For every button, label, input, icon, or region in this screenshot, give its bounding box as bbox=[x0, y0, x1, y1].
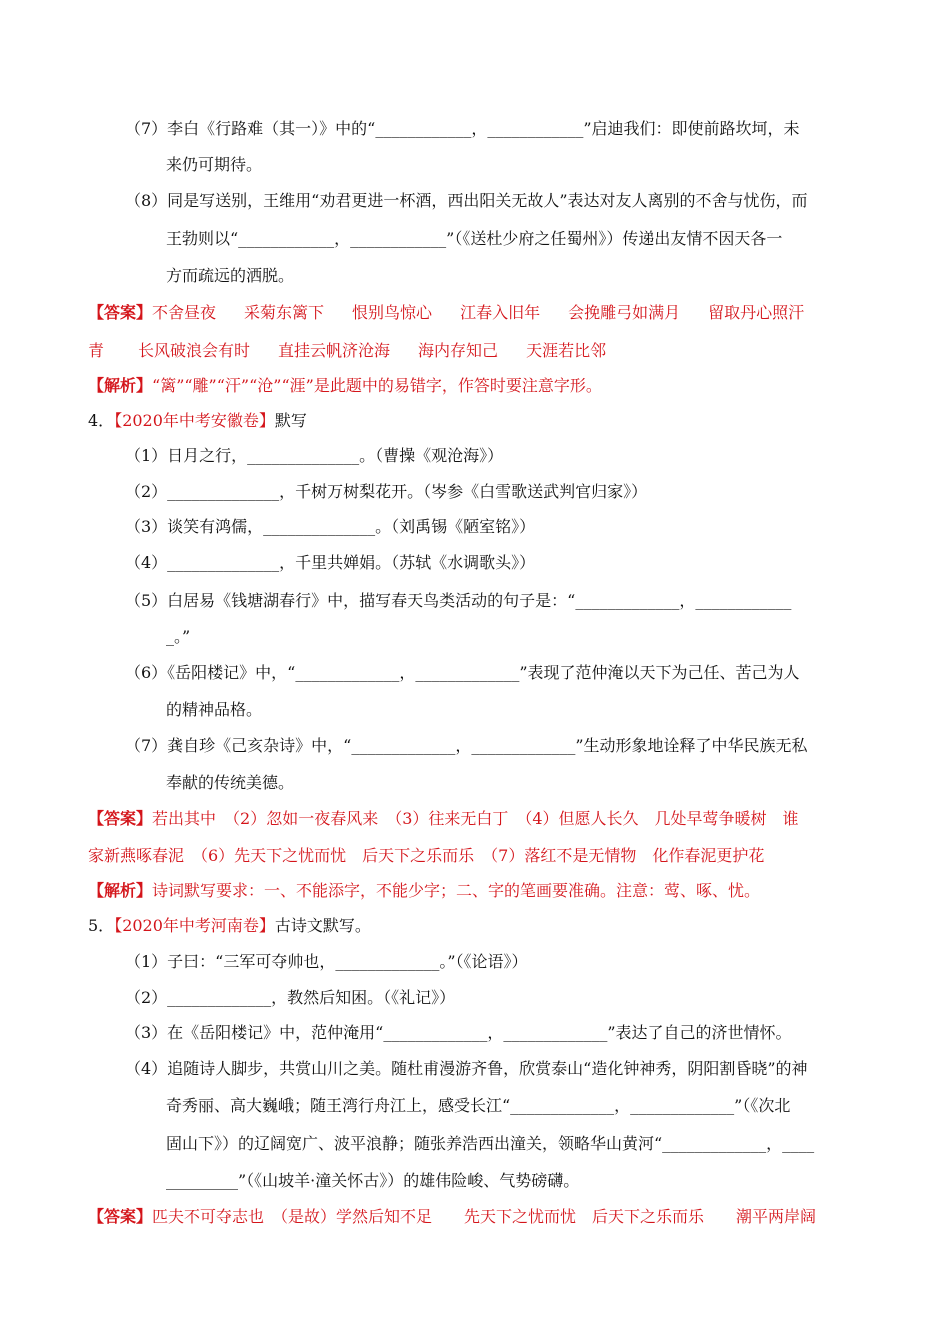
q4-item-5-line2: _。” bbox=[166, 627, 191, 646]
q5-item-4-line4: _________”（《山坡羊·潼关怀古》）的雄伟险峻、气势磅礴。 bbox=[166, 1171, 580, 1190]
q4-item-3: （3）谈笑有鸿儒，______________。（刘禹锡《陋室铭》） bbox=[125, 517, 536, 536]
q4-item-6-line2: 的精神品格。 bbox=[166, 700, 263, 719]
answer-item: 会挽雕弓如满月 bbox=[568, 303, 681, 322]
answer-item: 恨别鸟惊心 bbox=[352, 303, 433, 322]
q4-item-1: （1）日月之行，______________。（曹操《观沧海》） bbox=[125, 446, 504, 465]
q3-item-8-line1: （8）同是写送别，王维用“劝君更进一杯酒，西出阳关无故人”表达对友人离别的不舍与忧伤，而 bbox=[125, 191, 808, 210]
q3-analysis bbox=[88, 375, 602, 397]
answer-label: 【答案】 bbox=[88, 809, 153, 828]
q4-item-7-line2: 奉献的传统美德。 bbox=[166, 773, 295, 792]
answer-item: 不舍昼夜 bbox=[152, 303, 217, 322]
q5-item-3: （3）在《岳阳楼记》中，范仲淹用“_____________，_____________”表达了自己的济世情怀。 bbox=[125, 1023, 792, 1042]
q4-answer-line1 bbox=[88, 808, 799, 830]
answer-item: 留取丹心照汗 bbox=[708, 303, 805, 322]
q3-item-8-line2: 王勃则以“____________，____________”（《送杜少府之任蜀州》）传递出友情不因天各一 bbox=[166, 229, 783, 248]
source-tag: 【2020年中考河南卷】 bbox=[114, 916, 275, 935]
q5-answer-line1 bbox=[88, 1206, 816, 1228]
q5-heading bbox=[88, 915, 371, 937]
answer-item: 海内存知己 bbox=[418, 341, 499, 360]
answer-text: 匹夫不可夺志也 （是故）学然后知不足 先天下之忧而忧 后天下之乐而乐 潮平两岸阔 bbox=[152, 1207, 817, 1226]
analysis-label: 【解析】 bbox=[88, 881, 153, 900]
answer-item: 青 bbox=[88, 341, 105, 360]
analysis-text: 诗词默写要求：一、不能添字，不能少字；二、字的笔画要准确。注意：莺、啄、忧。 bbox=[152, 881, 761, 900]
q3-item-7-line1: （7）李白《行路难（其一）》中的“____________，____________”启迪我们：即使前路坎坷，未 bbox=[125, 119, 800, 138]
question-number: 5． bbox=[88, 916, 115, 935]
source-tag: 【2020年中考安徽卷】 bbox=[114, 411, 275, 430]
q4-item-5-line1: （5）白居易《钱塘湖春行》中，描写春天鸟类活动的句子是：“_____________，____________ bbox=[125, 591, 792, 610]
question-number: 4． bbox=[88, 411, 115, 430]
answer-item: 天涯若比邻 bbox=[526, 341, 607, 360]
q4-item-2: （2）______________，千树万树梨花开。（岑参《白雪歌送武判官归家》） bbox=[125, 482, 648, 501]
q5-item-4-line3: 固山下》）的辽阔宽广、波平浪静；随张养浩西出潼关，领略华山黄河“_____________，____ bbox=[166, 1134, 815, 1153]
analysis-text: “篱”“雕”“汗”“沧”“涯”是此题中的易错字，作答时要注意字形。 bbox=[152, 376, 602, 395]
answer-item: 直挂云帆济沧海 bbox=[278, 341, 391, 360]
q3-item-7-line2: 来仍可期待。 bbox=[166, 155, 263, 174]
q4-answer-line2: 家新燕啄春泥 （6）先天下之忧而忧 后天下之乐而乐 （7）落红不是无情物 化作春泥更护花 bbox=[88, 846, 765, 865]
answer-item: 长风破浪会有时 bbox=[138, 341, 251, 360]
q3-answer-line2 bbox=[88, 340, 606, 362]
q5-item-1: （1）子曰：“三军可夺帅也，_____________。”（《论语》） bbox=[125, 952, 528, 971]
question-title: 默写 bbox=[274, 411, 307, 430]
answer-label: 【答案】 bbox=[88, 1207, 153, 1226]
question-title: 古诗文默写。 bbox=[274, 916, 371, 935]
q4-item-7-line1: （7）龚自珍《己亥杂诗》中，“_____________，_____________”生动形象地诠释了中华民族无私 bbox=[125, 736, 808, 755]
q5-item-2: （2）_____________，教然后知困。（《礼记》） bbox=[125, 988, 456, 1007]
q4-item-4: （4）______________，千里共婵娟。（苏轼《水调歌头》） bbox=[125, 553, 536, 572]
q3-item-8-line3: 方而疏远的洒脱。 bbox=[166, 266, 295, 285]
answer-item: 江春入旧年 bbox=[460, 303, 541, 322]
answer-label: 【答案】 bbox=[88, 303, 153, 322]
q3-answer-line1 bbox=[88, 302, 804, 324]
q4-heading bbox=[88, 410, 307, 432]
answer-text: 若出其中 （2）忽如一夜春风来 （3）往来无白丁 （4）但愿人长久 几处早莺争暖树 谁 bbox=[152, 809, 799, 828]
q5-item-4-line1: （4）追随诗人脚步，共赏山川之美。随杜甫漫游齐鲁，欣赏泰山“造化钟神秀，阴阳割昏晓”的神 bbox=[125, 1059, 808, 1078]
answer-item: 采菊东篱下 bbox=[244, 303, 325, 322]
q4-item-6-line1: （6）《岳阳楼记》中，“_____________，_____________”表现了范仲淹以天下为己任、苦己为人 bbox=[125, 663, 800, 682]
q4-analysis bbox=[88, 880, 760, 902]
q5-item-4-line2: 奇秀丽、高大巍峨；随王湾行舟江上，感受长江“_____________，_____________”（《次北 bbox=[166, 1096, 791, 1115]
analysis-label: 【解析】 bbox=[88, 376, 153, 395]
